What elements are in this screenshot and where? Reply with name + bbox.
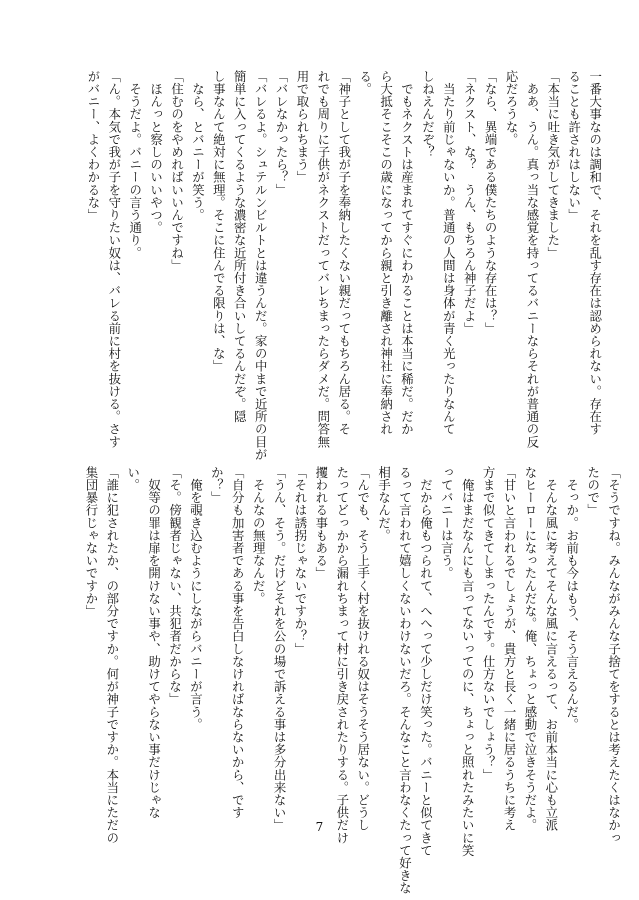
text-line: 方まで似てきてしまったんです。仕方ないでしょう？」 (481, 466, 497, 781)
text-line: 「ネクスト、な？ うん、もちろん神子だよ」 (462, 70, 478, 335)
text-line: 一番大事なのは調和で、それを乱す存在は認められない。存在す (587, 70, 603, 436)
text-line: だから俺もつられて、へへって少しだけ笑った。バニーと似てきて (418, 466, 434, 857)
text-line: ああ、うん。真っ当な感覚を持ってるバニーならそれが普通の反 (524, 70, 540, 448)
text-line: 「本当に吐き気がしてきました」 (545, 70, 561, 259)
text-line: 「バレなかったら？」 (274, 70, 290, 196)
text-line: るって言われて嬉しくないわけないだろ。そんなこと言わなくたって好きな (397, 466, 413, 895)
text-line: い。 (125, 466, 141, 492)
text-line: 集団暴行じゃないですか」 (83, 466, 99, 618)
text-line: ってバニーは言う。 (439, 466, 455, 580)
text-line: 用で取られちまう」 (294, 70, 310, 184)
text-line: 「住むのをやめればいいんですね」 (169, 70, 185, 272)
text-line: なら、とバニーが笑う。 (190, 70, 206, 222)
text-line: 「ん。本気で我が子を守りたい奴は、バレる前に村を抜ける。さす (106, 70, 122, 448)
text-line: 「神子として我が子を奉納したくない親だってもちろん居る。そ (336, 70, 352, 436)
text-line: そんな風に考えてそんな風に言えるって、お前本当に心も立派 (543, 466, 559, 832)
text-line: 攫われる事もある」 (313, 466, 329, 580)
text-line: たってどっかから漏れちまって村に引き戻されたりする。子供だけ (334, 466, 350, 844)
text-line: ら大抵そこそこの歳になってから親と引き離され神社に奉納され (378, 70, 394, 436)
text-line: る。 (357, 70, 373, 96)
text-line: しねえんだぞ？ (420, 70, 436, 159)
page-number: 7 (315, 820, 324, 834)
text-line: 「誰に犯されたか、の部分ですか。何が神子ですか。本当にただの (104, 466, 120, 844)
text-line: 「なら、異端である僕たちのような存在は？」 (483, 70, 499, 335)
text-line: 「バレるよ。シュテルンビルトとは違うんだ。家の中まで近所の目が (253, 70, 269, 461)
text-line: 簡単に入ってくるような濃密な近所付き合いしてるんだぞ。隠 (232, 70, 248, 423)
text-line: そんなの無理なんだ。 (251, 466, 267, 605)
text-line: 当たり前じゃないか。普通の人間は身体が青く光ったりなんて (441, 70, 457, 436)
text-line: し事なんて絶対に無理。そこに住んでる限りは、な」 (211, 70, 227, 373)
text-line: ほんっと察しのいいやつ。 (148, 70, 164, 234)
text-line: がバニー、よくわかるな」 (85, 70, 101, 222)
text-line: たので」 (585, 466, 601, 517)
text-line: 応だろうな。 (504, 70, 520, 146)
text-line: ることも許されはしない」 (566, 70, 582, 222)
text-line: 「んでも、そう上手く村を抜けれる奴はそうそう居ない。どうし (355, 466, 371, 832)
text-line: か？」 (209, 466, 225, 504)
text-line: なヒーローになったんだな。俺、ちょっと感動で泣きそうだよ。 (522, 466, 538, 832)
text-line: 「甘いと言われるでしょうが、貴方と長く一緒に居るうちに考え (502, 466, 518, 832)
text-line: れでも周りに子供がネクストだってバレちまったらダメだ。問答無 (315, 70, 331, 448)
bottom-text-block (80, 466, 624, 895)
text-line: 奴等の罪は扉を開けない事や、助けてやらない事だけじゃな (146, 466, 162, 819)
text-line: 相手なんだ。 (376, 466, 392, 542)
text-line: 「自分も加害者である事を告白しなければならないから、です (230, 466, 246, 819)
text-line: 「それは誘拐じゃないですか？」 (292, 466, 308, 655)
text-line: そっか。お前も今はもう、そう言えるんだ。 (564, 466, 580, 731)
text-line: 俺を覗き込むようにしながらバニーが言う。 (188, 466, 204, 731)
text-line: 俺はまだなんにも言ってないってのに、ちょっと照れたみたいに笑 (460, 466, 476, 857)
text-line: でもネクストは産まれてすぐにわかることは本当に稀だ。だか (399, 70, 415, 436)
text-line: 「そうですね。みんながみんな子捨てをするとは考えたくはなかっ (606, 466, 622, 844)
top-text-block (82, 70, 605, 461)
text-line: 「そ。傍観者じゃない、共犯者だからな」 (167, 466, 183, 706)
text-line: そうだよ。バニーの言う通り。 (127, 70, 143, 259)
text-line: 「うん、そう。だけどそれを公の場で訴える事は多分出来ない」 (272, 466, 288, 832)
